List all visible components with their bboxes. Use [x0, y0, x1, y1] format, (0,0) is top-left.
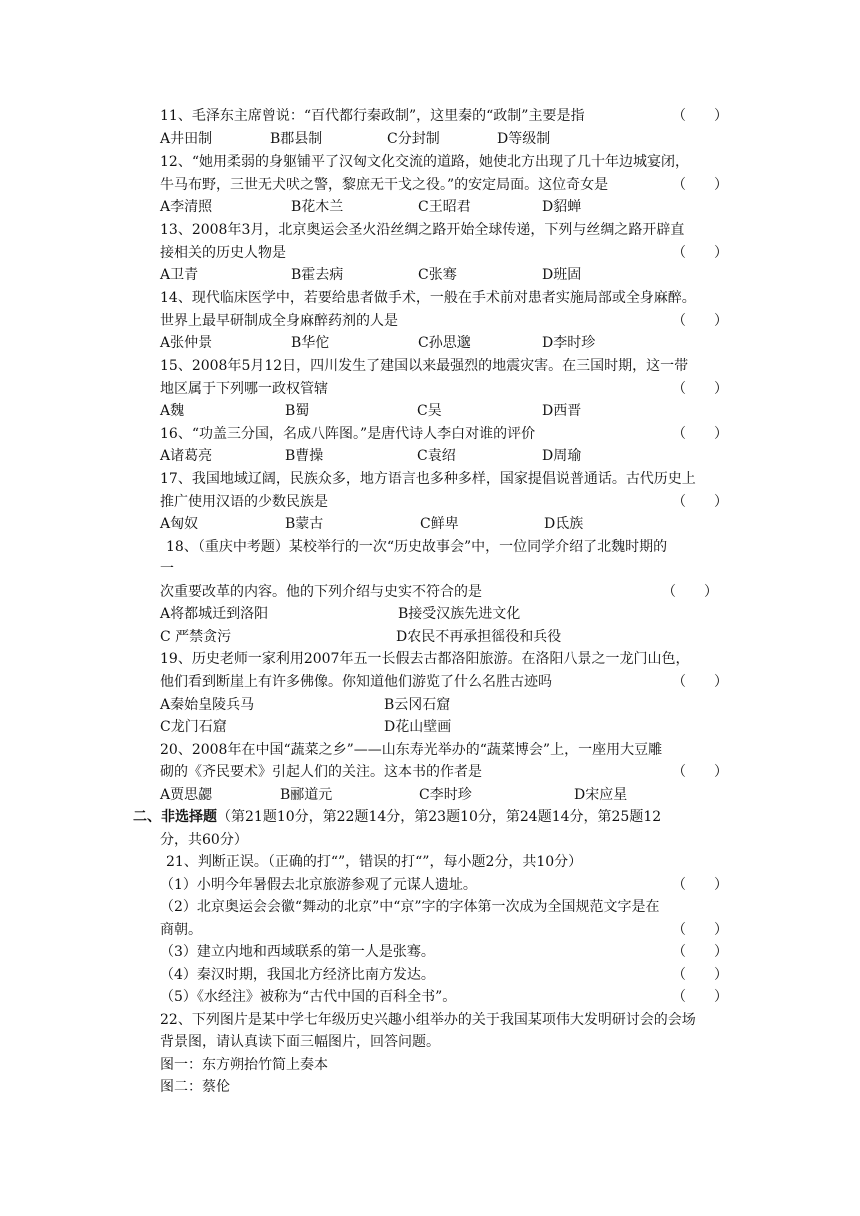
question-15-stem-line2: 地区属于下列哪一政权管辖 （ ）	[160, 378, 732, 400]
question-14-options	[160, 332, 732, 354]
option-a: A贾思勰	[160, 787, 213, 803]
option-b: B华佗	[291, 335, 330, 351]
question-19-options-row1	[160, 694, 732, 716]
question-18-options-row1	[160, 603, 732, 625]
answer-blank: （ ）	[672, 313, 728, 329]
option-c: C张骞	[418, 267, 457, 283]
option-c: C 严禁贪污	[160, 629, 232, 645]
judge-item-2-line2: 商朝。 （ ）	[160, 919, 732, 941]
question-19-stem-line1: 19、历史老师一家利用2007年五一长假去古都洛阳旅游。在洛阳八景之一龙门山色，	[160, 651, 690, 667]
question-19-stem-line2: 他们看到断崖上有许多佛像。你知道他们游览了什么名胜古迹吗 （ ）	[160, 671, 732, 693]
option-d: D李时珍	[542, 335, 596, 351]
answer-blank: （ ）	[672, 877, 728, 893]
question-22-stem-line2: 背景图，请认真读下面三幅图片，回答问题。	[160, 1034, 440, 1050]
answer-blank: （ ）	[672, 922, 728, 938]
question-11-options	[160, 128, 732, 150]
question-18-stem-line3: 次重要改革的内容。他的下列介绍与史实不符合的是 （ ）	[160, 581, 732, 603]
question-20-stem-line2: 砌的《齐民要术》引起人们的关注。这本书的作者是 （ ）	[160, 761, 732, 783]
option-c: C龙门石窟	[160, 719, 227, 735]
question-18-options-row2	[160, 626, 732, 648]
option-a: A匈奴	[160, 516, 199, 532]
option-c: C吴	[417, 403, 442, 419]
option-a: A诸葛亮	[160, 448, 213, 464]
judge-item-2-line1: （2）北京奥运会会徽“舞动的北京”中“京”字的字体第一次成为全国规范文字是在	[160, 899, 660, 915]
question-16-stem: 16、“功盖三分国，名成八阵图。”是唐代诗人李白对谁的评价 （ ）	[160, 423, 732, 445]
answer-blank: （ ）	[672, 177, 728, 193]
option-b: B郡县制	[270, 131, 323, 147]
option-c: C鲜卑	[420, 516, 459, 532]
question-13-stem-line1: 13、2008年3月，北京奥运会圣火沿丝绸之路开始全球传递，下列与丝绸之路开辟直	[160, 222, 685, 238]
option-d: D班固	[542, 267, 582, 283]
question-16-options	[160, 445, 732, 467]
section-note: （第21题10分，第22题14分，第23题10分，第24题14分，第25题12	[217, 809, 662, 825]
section-2-note-line2: 分，共60分）	[160, 832, 248, 848]
option-b: B花木兰	[291, 199, 344, 215]
answer-blank: （ ）	[672, 674, 728, 690]
answer-blank: （ ）	[672, 245, 728, 261]
answer-blank: （ ）	[672, 426, 728, 442]
answer-blank: （ ）	[672, 764, 728, 780]
judge-item-3: （3）建立内地和西域联系的第一人是张骞。 （ ）	[160, 941, 732, 963]
option-a: A卫青	[160, 267, 199, 283]
judge-item-5: （5）《水经注》被称为“古代中国的百科全书”。 （ ）	[160, 986, 732, 1008]
figure-2-caption: 图二：蔡伦	[160, 1079, 230, 1095]
option-b: B云冈石窟	[384, 697, 451, 713]
option-d: D花山壁画	[384, 719, 452, 735]
question-22-stem-line1: 22、下列图片是某中学七年级历史兴趣小组举办的关于我国某项伟大发明研讨会的会场	[160, 1012, 696, 1028]
option-b: B曹操	[285, 448, 324, 464]
question-20-options	[160, 784, 732, 806]
option-a: A井田制	[160, 131, 213, 147]
option-a: A秦始皇陵兵马	[160, 697, 255, 713]
figure-1-caption: 图一：东方朔抬竹简上奏本	[160, 1057, 328, 1073]
option-c: C孙思邈	[418, 335, 471, 351]
option-d: D等级制	[497, 131, 551, 147]
question-20-stem-line1: 20、2008年在中国“蔬菜之乡”——山东寿光举办的“蔬菜博会”上，一座用大豆雕	[160, 742, 663, 758]
option-d: D农民不再承担徭役和兵役	[396, 629, 562, 645]
judge-item-1: （1）小明今年暑假去北京旅游参观了元谋人遗址。 （ ）	[160, 874, 732, 896]
question-15-stem-line1: 15、2008年5月12日，四川发生了建国以来最强烈的地震灾害。在三国时期，这一带	[160, 358, 689, 374]
question-18-stem-line2: 一	[160, 561, 174, 577]
answer-blank: （ ）	[672, 989, 728, 1005]
option-d: D宋应星	[574, 787, 628, 803]
option-c: C袁绍	[417, 448, 456, 464]
option-a: A李清照	[160, 199, 213, 215]
option-b: B蜀	[285, 403, 310, 419]
option-a: A张仲景	[160, 335, 213, 351]
question-14-stem-line2: 世界上最早研制成全身麻醉药剂的人是 （ ）	[160, 310, 732, 332]
question-17-stem-line1: 17、我国地域辽阔，民族众多，地方语言也多种多样，国家提倡说普通话。古代历史上	[160, 471, 696, 487]
question-12-stem-line2: 牛马布野，三世无犬吠之警，黎庶无干戈之役。”的安定局面。这位奇女是 （ ）	[160, 174, 732, 196]
answer-blank: （ ）	[672, 967, 728, 983]
option-b: B霍去病	[291, 267, 344, 283]
question-12-options	[160, 196, 732, 218]
judge-item-4: （4）秦汉时期，我国北方经济比南方发达。 （ ）	[160, 964, 732, 986]
question-11-stem: 11、毛泽东主席曾说：“百代都行秦政制”，这里秦的“政制”主要是指 （ ）	[160, 105, 732, 127]
option-a: A魏	[160, 403, 185, 419]
question-13-options	[160, 264, 732, 286]
option-b: B蒙古	[285, 516, 324, 532]
option-d: D周瑜	[542, 448, 582, 464]
option-d: D西晋	[542, 403, 582, 419]
option-d: D貂蝉	[542, 199, 582, 215]
option-c: C王昭君	[418, 199, 471, 215]
question-17-options	[160, 513, 732, 535]
answer-blank: （ ）	[672, 494, 728, 510]
option-b: B郦道元	[280, 787, 333, 803]
option-a: A将都城迁到洛阳	[160, 606, 269, 622]
answer-blank: （ ）	[672, 108, 728, 124]
question-14-stem-line1: 14、现代临床医学中，若要给患者做手术，一般在手术前对患者实施局部或全身麻醉。	[160, 290, 696, 306]
question-17-stem-line2: 推广使用汉语的少数民族是 （ ）	[160, 491, 732, 513]
answer-blank: （ ）	[662, 584, 718, 600]
option-c: C李时珍	[419, 787, 472, 803]
question-13-stem-line2: 接相关的历史人物是 （ ）	[160, 242, 732, 264]
question-18-stem-line1: 18、（重庆中考题）某校举行的一次“历史故事会”中，一位同学介绍了北魏时期的	[166, 539, 668, 555]
answer-blank: （ ）	[672, 381, 728, 397]
section-title: 二、非选择题	[133, 809, 217, 825]
answer-blank: （ ）	[672, 944, 728, 960]
option-d: D氐族	[544, 516, 584, 532]
option-c: C分封制	[387, 131, 440, 147]
option-b: B接受汉族先进文化	[398, 606, 521, 622]
question-19-options-row2	[160, 716, 732, 738]
question-15-options	[160, 400, 732, 422]
question-12-stem-line1: 12、“她用柔弱的身躯铺平了汉匈文化交流的道路，她使北方出现了几十年边城宴闭，	[160, 154, 689, 170]
question-21-title: 21、判断正误。（正确的打“”，错误的打“”，每小题2分，共10分）	[166, 854, 583, 870]
section-2-heading	[133, 806, 733, 828]
